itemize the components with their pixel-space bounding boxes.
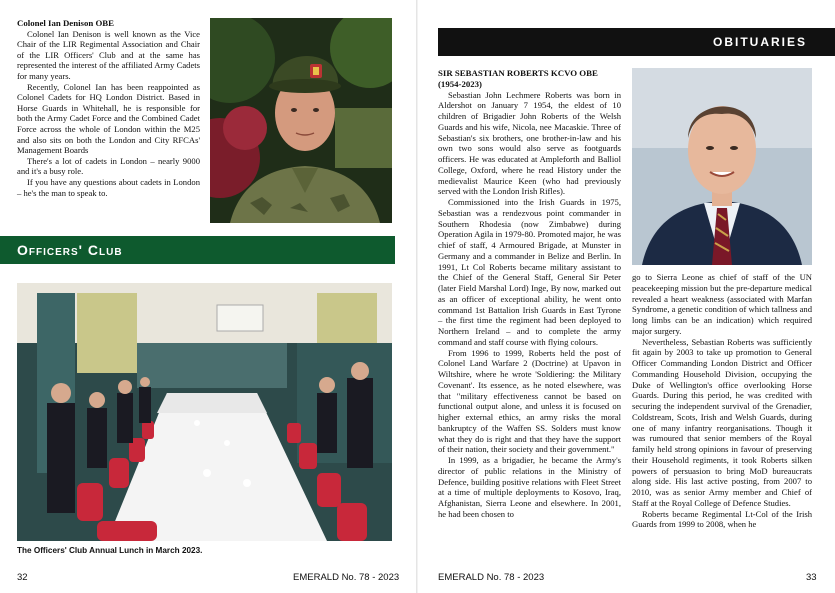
obituary-heading: SIR SEBASTIAN ROBERTS KCVO OBE xyxy=(438,68,598,78)
footer-right: EMERALD No. 78 - 2023 xyxy=(438,572,545,583)
bio-heading: Colonel Ian Denison OBE xyxy=(17,18,115,28)
bio-column xyxy=(17,18,200,198)
footer-left: EMERALD No. 78 - 2023 xyxy=(293,572,400,583)
obituary-paragraph: Sebastian John Lechmere Roberts was born in Aldershot on January 7 1954, the eldest of 10 children of Brigadier John Roberts of the Welsh Guards and his wife, Nicola, nee Macaskie. Three of Sebastian's six brothers, one brother-in-law and his own two sons would also serve as footguards officers. He was educated at Ampleforth and Balliol College, Oxford, where he read History under the medievalist Maurice Keen (who had previously served with the London Irish Rifles). xyxy=(438,89,621,197)
roberts-image xyxy=(632,68,812,265)
officers-club-banner: Officers' Club xyxy=(0,236,395,264)
obituaries-banner: OBITUARIES xyxy=(438,28,835,56)
roberts-portrait-photo xyxy=(632,68,812,265)
obituary-paragraph: In 1999, as a brigadier, he became the Army's director of public relations in the Ministry of Defence, building positive relations with Fleet Street at a time of multiple deployments to Kosovo, Iraq, Afghanistan, Sierra Leone and elsewhere. In 2001, he had been chosen to xyxy=(438,455,621,519)
page-number-left: 32 xyxy=(17,572,28,583)
obituary-paragraph: Commissioned into the Irish Guards in 1975, Sebastian was a rendezvous point commander in Southern Rhodesia (now Zimbabwe) during Operation Agila in 1979-80. Promoted major, he was chief of staff, 4 Armoured Brigade, at Munster in Germany and a commander in Belize and Berlin. In 1991, Lt Col Roberts became military assistant to the Chief of the General Staff, General Sir Peter (later Field Marshal Lord) Inge, By now, marked out as an officer of exceptional ability, he went onto command 1st Battalion Irish Guards in East Tyrone – the first time the regiment had been deployed to Northern Ireland – and to complete the army command and staff course with flying colours. xyxy=(438,197,621,347)
bio-paragraph: Colonel Ian Denison is well known as the Vice Chair of the LIR Regimental Association and Chair of the LIR Officers' Club and at the same has represented the interest of the affiliated Army Cadets for many years. xyxy=(17,28,200,81)
obituary-column-1 xyxy=(438,68,621,520)
obituary-paragraph: go to Sierra Leone as chief of staff of the UN peacekeeping mission but the pre-departure medical revealed a heart weakness (associated with Marfan Syndrome, a genetic condition of which tallness and long limbs can be an indication) which required major surgery. xyxy=(632,272,812,336)
left-page xyxy=(0,0,417,593)
annual-lunch-photo xyxy=(17,283,392,541)
obituary-paragraph: Nevertheless, Sebastian Roberts was sufficiently fit again by 2003 to take up promotion to General Officer Commanding London District and Officer Commanding Household Division, occupying the Duke of Wellington's office overlooking Horse Guards. During this period, he was credited with securing the independent survival of the Grenadier, Coldstream, Scots, Irish and Welsh Guards, during one of many infantry reorganisations. Though it was rumoured that senior members of the Royal family held strong opinions in favour of preserving their Household regiments, it took Roberts silken powers of persuasion to bring MoD bureaucrats along side. His last active posting, from 2007 to 2010, was as senior Army member and Chief of Staff at the Royal College of Defence Studies. xyxy=(632,336,812,508)
obituary-years: (1954-2023) xyxy=(438,78,482,89)
denison-portrait-photo xyxy=(210,18,392,223)
portrait-image xyxy=(210,18,392,223)
lunch-photo-caption: The Officers' Club Annual Lunch in March 2023. xyxy=(17,546,203,555)
obituary-paragraph: Roberts became Regimental Lt-Col of the Irish Guards from 1999 to 2008, when he xyxy=(632,508,812,530)
page-number-right: 33 xyxy=(806,572,817,583)
obituary-column-2 xyxy=(632,272,812,530)
obituary-paragraph: From 1996 to 1999, Roberts held the post of Colonel Land Warfare 2 (Doctrine) at Upavon in Wiltshire, where he wrote 'Soldiering: the Military Covenant'. Its essence, as he noted elsewhere, was that "military effectiveness cannot be based on functional output alone, and unless it is focused on higher external ethics, an army risks the moral bankruptcy of the Waffen SS. Solders must know what they do is right and that they have the support of their nation, their society and their government." xyxy=(438,347,621,455)
lunch-image xyxy=(17,283,392,541)
bio-paragraph: Recently, Colonel Ian has been reappointed as Colonel Cadets for HQ London District. Based in Horse Guards in Whitehall, he is responsible for both the Army Cadet Force and the Combined Cadet Force across the whole of London within the M25 and also sits on both the London and City RFCAs' Management Boards xyxy=(17,81,200,156)
bio-paragraph: There's a lot of cadets in London – nearly 9000 and it's a busy role. xyxy=(17,155,200,177)
bio-paragraph: If you have any questions about cadets in London – he's the man to speak to. xyxy=(17,176,200,198)
